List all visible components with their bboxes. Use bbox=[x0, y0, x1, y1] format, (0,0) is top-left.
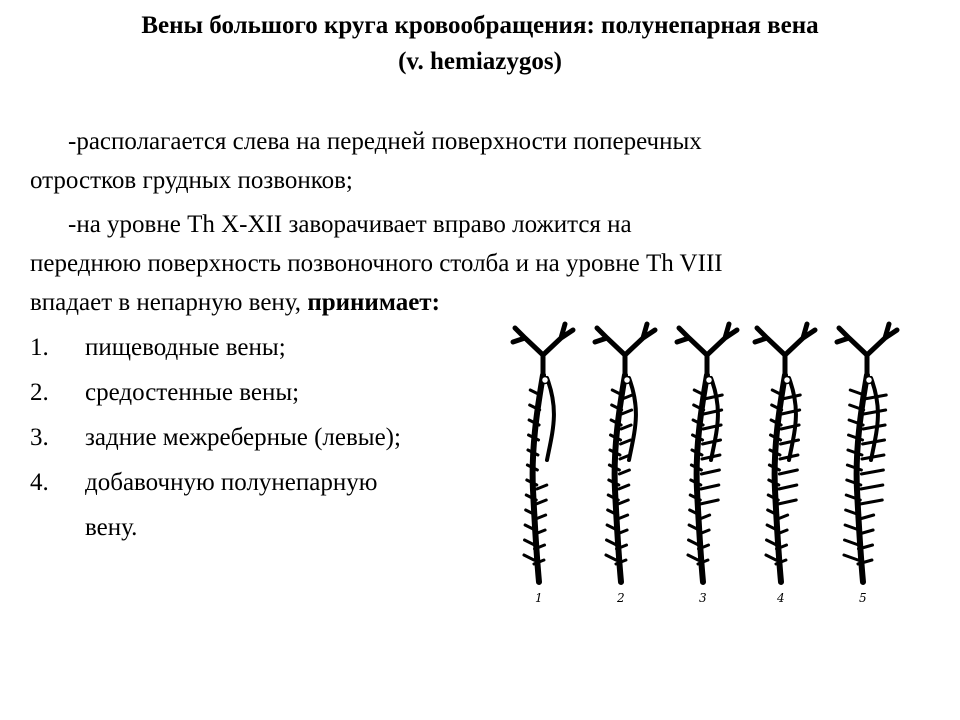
vein-top-branch bbox=[755, 324, 815, 375]
intercostal-branch-left bbox=[844, 555, 858, 560]
intercostal-branch-right bbox=[618, 500, 628, 504]
intercostal-branch-right bbox=[700, 500, 718, 504]
paragraph-text: впадает в непарную вену, bbox=[30, 289, 308, 316]
intercostal-branch-right bbox=[780, 455, 798, 459]
title-line-2: (v. hemiazygos) bbox=[398, 48, 562, 75]
list-item bbox=[30, 330, 500, 375]
intercostal-branch-right bbox=[619, 485, 629, 489]
paragraph-line bbox=[30, 283, 930, 322]
vein-junction bbox=[784, 377, 791, 384]
list-item bbox=[30, 420, 500, 465]
list-number: 2. bbox=[30, 379, 49, 406]
variant-label: 2 bbox=[617, 591, 625, 605]
intercostal-branch-right bbox=[536, 500, 546, 504]
vein-junction bbox=[542, 377, 549, 384]
vein-variants-drawing bbox=[495, 320, 925, 610]
list-text: задние межреберные (левые); bbox=[85, 424, 401, 451]
intercostal-branch-left bbox=[606, 555, 616, 560]
vein-top-branch bbox=[513, 324, 573, 375]
vein-top-branch bbox=[837, 324, 897, 375]
vein-main-trunk bbox=[857, 375, 867, 582]
dash-marker: - bbox=[68, 128, 77, 155]
vein-secondary-trunk bbox=[711, 378, 718, 460]
variant-label: 5 bbox=[859, 591, 867, 605]
paragraph-text: на уровне Th X-XII заворачивает вправо ложится на bbox=[76, 211, 632, 238]
paragraph-line: отростков грудных позвонков; bbox=[30, 167, 353, 194]
list-number: 4. bbox=[30, 469, 49, 496]
dash-marker: - bbox=[68, 211, 77, 238]
intercostal-branch-right bbox=[863, 425, 885, 429]
vein-secondary-trunk bbox=[871, 378, 878, 460]
intercostal-branch-right bbox=[864, 395, 886, 399]
intercostal-branch-right bbox=[782, 395, 800, 399]
intercostal-branch-right bbox=[704, 395, 722, 399]
paragraph-course bbox=[30, 205, 930, 322]
emphasis-text: принимает: bbox=[307, 289, 440, 316]
paragraph-line bbox=[30, 205, 930, 244]
list-item-continuation: вену. bbox=[85, 514, 138, 541]
variant-label: 4 bbox=[777, 591, 785, 605]
vein-junction bbox=[706, 377, 713, 384]
vein-junction bbox=[866, 377, 873, 384]
list-number: 1. bbox=[30, 334, 49, 361]
list-item bbox=[30, 375, 500, 420]
intercostal-branch-right bbox=[860, 500, 882, 504]
tributaries-list bbox=[30, 330, 500, 550]
list-text: средостенные вены; bbox=[85, 379, 300, 406]
intercostal-branch-right bbox=[619, 470, 629, 474]
list-number: 3. bbox=[30, 424, 49, 451]
vein-secondary-trunk bbox=[547, 378, 554, 460]
intercostal-branch-right bbox=[781, 440, 799, 444]
vein-secondary-trunk bbox=[789, 378, 796, 460]
intercostal-branch-right bbox=[622, 410, 632, 414]
intercostal-branch-right bbox=[621, 425, 631, 429]
intercostal-branch-right bbox=[862, 455, 884, 459]
vein-junction bbox=[624, 377, 631, 384]
vein-top-branch bbox=[595, 324, 655, 375]
intercostal-branch-right bbox=[621, 440, 631, 444]
intercostal-branch-right bbox=[701, 470, 719, 474]
intercostal-branch-right bbox=[860, 515, 874, 519]
vein-top-branch bbox=[677, 324, 737, 375]
paragraph-location bbox=[30, 122, 930, 200]
intercostal-branch-right bbox=[703, 440, 721, 444]
paragraph-line bbox=[30, 122, 930, 161]
intercostal-branch-left bbox=[688, 555, 698, 560]
list-item bbox=[30, 465, 500, 510]
vein-secondary-trunk bbox=[629, 378, 636, 460]
intercostal-branch-right bbox=[863, 440, 885, 444]
intercostal-branch-right bbox=[864, 410, 886, 414]
intercostal-branch-right bbox=[779, 485, 797, 489]
intercostal-branch-right bbox=[779, 470, 797, 474]
intercostal-branch-right bbox=[701, 485, 719, 489]
title-line-1: Вены большого круга кровообращения: полунепарная вена bbox=[141, 12, 819, 39]
variant-label: 3 bbox=[699, 591, 707, 605]
intercostal-branch-right bbox=[537, 485, 547, 489]
intercostal-branch-right bbox=[861, 470, 883, 474]
intercostal-branch-right bbox=[861, 485, 883, 489]
variant-label: 1 bbox=[535, 591, 543, 605]
list-text: добавочную полунепарную bbox=[85, 469, 378, 496]
intercostal-branch-right bbox=[702, 455, 720, 459]
list-text: пищеводные вены; bbox=[85, 334, 286, 361]
intercostal-branch-right bbox=[778, 500, 796, 504]
slide-title bbox=[0, 8, 960, 80]
intercostal-branch-left bbox=[766, 555, 776, 560]
paragraph-line: переднюю поверхность позвоночного столба и на уровне Th VIII bbox=[30, 250, 723, 277]
intercostal-branch-left bbox=[524, 555, 534, 560]
hemiazygos-variants-figure bbox=[495, 320, 925, 610]
paragraph-text: располагается слева на передней поверхности поперечных bbox=[76, 128, 702, 155]
intercostal-branch-left bbox=[845, 540, 859, 545]
